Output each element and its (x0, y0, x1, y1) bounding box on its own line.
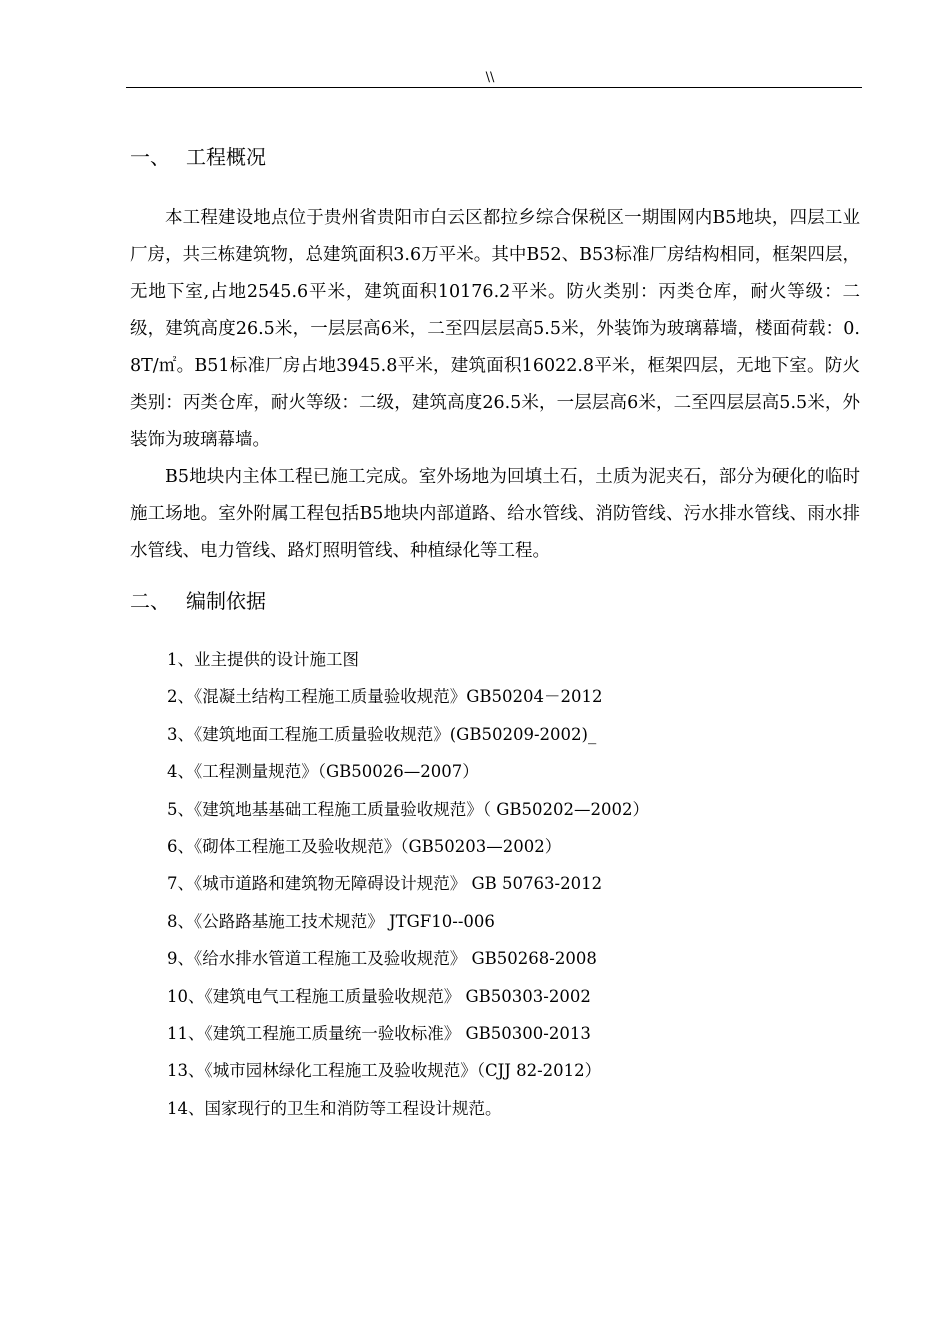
spacer (130, 570, 860, 584)
list-item: 1、业主提供的设计施工图 (167, 650, 359, 669)
list-item: 13、《城市园林绿化工程施工及验收规范》（CJJ 82-2012） (167, 1061, 602, 1081)
list-item: 2、《混凝土结构工程施工质量验收规范》GB50204－2012 (167, 687, 603, 707)
list-item: 5、《建筑地基基础工程施工质量验收规范》（ GB50202—2002） (167, 799, 650, 819)
paragraph: B5地块内主体工程已施工完成。室外场地为回填土石，土质为泥夹石，部分为硬化的临时施工场地。室外附属工程包括B5地块内部道路、给水管线、消防管线、污水排水管线、雨水排水管线、电力管线、路灯照明管线、种植绿化等工程。 (130, 467, 860, 561)
header-rule (126, 87, 862, 88)
section-number: 一、 (130, 145, 170, 169)
spacer (130, 174, 860, 200)
document-body (130, 140, 860, 1127)
list-item: 10、《建筑电气工程施工质量验收规范》 GB50303-2002 (167, 986, 591, 1006)
paragraph: 本工程建设地点位于贵州省贵阳市白云区都拉乡综合保税区一期围网内B5地块，四层工业厂房，共三栋建筑物，总建筑面积3.6万平米。其中B52、B53标准厂房结构相同，框架四层，无地下室,占地2545.6平米，建筑面积10176.2平米。防火类别：丙类仓库，耐火等级：二级，建筑高度26.5米，一层层高6米，二至四层层高5.5米，外装饰为玻璃幕墙，楼面荷载：0.8T/㎡。B51标准厂房占地3945.8平米，建筑面积16022.8平米，框架四层，无地下室。防火类别：丙类仓库，耐火等级：二级，建筑高度26.5米，一层层高6米，二至四层层高5.5米，外装饰为玻璃幕墙。 (130, 208, 860, 450)
list-item: 11、《建筑工程施工质量统一验收标准》 GB50300-2013 (167, 1023, 591, 1043)
header-mark: \\ (485, 70, 495, 85)
list-item: 6、《砌体工程施工及验收规范》（GB50203—2002） (167, 836, 562, 856)
list-item: 7、《城市道路和建筑物无障碍设计规范》 GB 50763-2012 (167, 874, 603, 894)
list-item: 3、《建筑地面工程施工质量验收规范》(GB50209-2002)_ (167, 724, 597, 744)
section-heading-basis (130, 584, 860, 618)
section-title: 工程概况 (186, 145, 266, 169)
section-heading-overview (130, 140, 860, 174)
section-number: 二、 (130, 589, 170, 613)
list-item: 9、《给水排水管道工程施工及验收规范》 GB50268-2008 (167, 949, 597, 969)
list-item: 4、《工程测量规范》（GB50026—2007） (167, 762, 479, 782)
section-title: 编制依据 (186, 589, 266, 613)
spacer (130, 618, 860, 641)
list-item: 14、国家现行的卫生和消防等工程设计规范。 (167, 1098, 502, 1118)
list-item: 8、《公路路基施工技术规范》 JTGF10--006 (167, 911, 495, 931)
reference-list (130, 641, 860, 1127)
